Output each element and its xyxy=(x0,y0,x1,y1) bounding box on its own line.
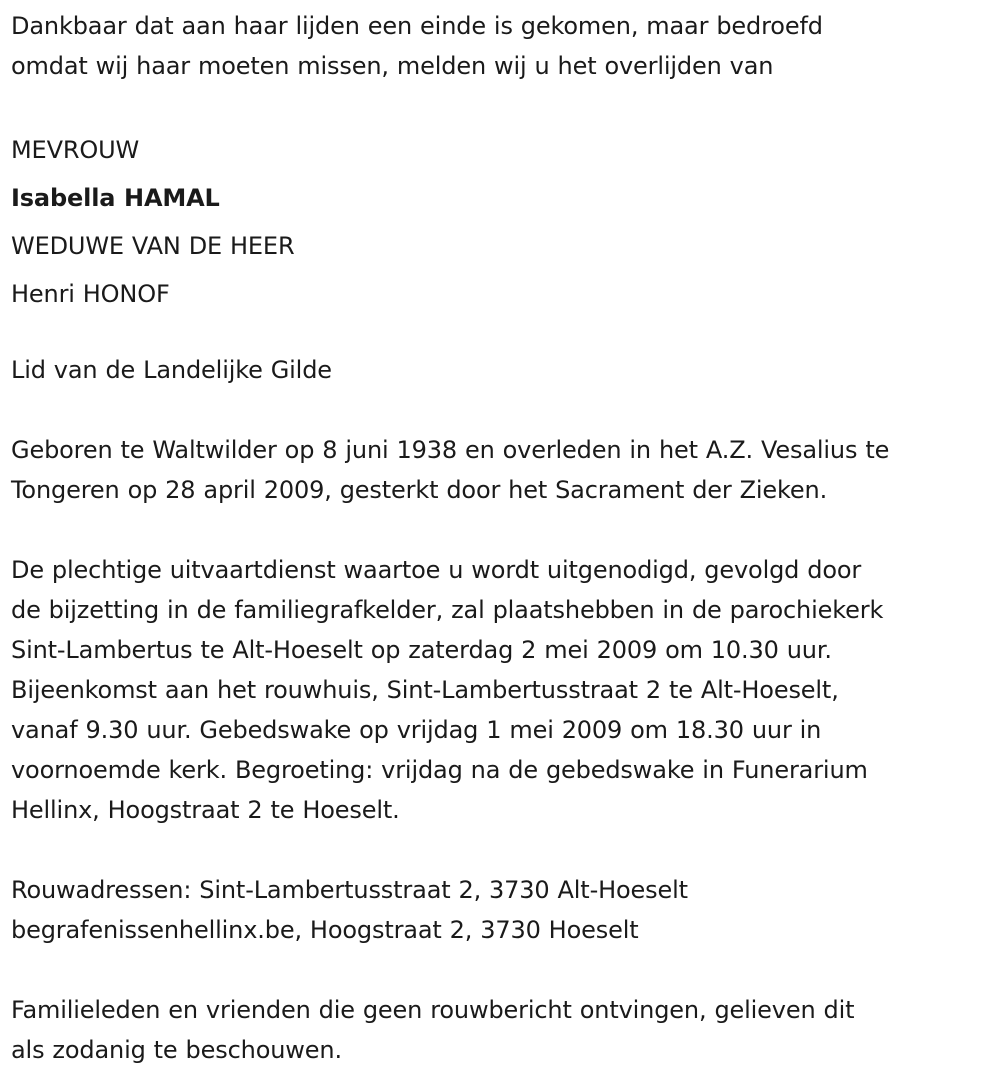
birth-death-line: Geboren te Waltwilder op 8 juni 1938 en overleden in het A.Z. Vesalius te xyxy=(11,436,890,464)
deceased-relation: WEDUWE VAN DE HEER xyxy=(11,232,295,260)
ceremony-paragraph xyxy=(11,550,1000,830)
deceased-spouse: Henri HONOF xyxy=(11,280,170,308)
deceased-block xyxy=(11,126,1000,318)
spacer xyxy=(11,86,1000,126)
membership-paragraph xyxy=(11,350,1000,390)
birth-death-paragraph xyxy=(11,430,1000,510)
closing-paragraph xyxy=(11,990,1000,1070)
spacer xyxy=(11,390,1000,430)
ceremony-line: voornoemde kerk. Begroeting: vrijdag na de gebedswake in Funerarium xyxy=(11,756,868,784)
closing-line: als zodanig te beschouwen. xyxy=(11,1036,342,1064)
deceased-title: MEVROUW xyxy=(11,136,140,164)
spacer xyxy=(11,318,1000,350)
addresses-paragraph xyxy=(11,870,1000,950)
intro-line: omdat wij haar moeten missen, melden wij u het overlijden van xyxy=(11,52,774,80)
ceremony-line: Bijeenkomst aan het rouwhuis, Sint-Lambertusstraat 2 te Alt-Hoeselt, xyxy=(11,676,839,704)
intro-paragraph xyxy=(11,6,1000,86)
ceremony-line: Sint-Lambertus te Alt-Hoeselt op zaterdag 2 mei 2009 om 10.30 uur. xyxy=(11,636,832,664)
ceremony-line: Hellinx, Hoogstraat 2 te Hoeselt. xyxy=(11,796,400,824)
spacer xyxy=(11,830,1000,870)
spacer xyxy=(11,510,1000,550)
ceremony-line: de bijzetting in de familiegrafkelder, zal plaatshebben in de parochiekerk xyxy=(11,596,884,624)
spacer xyxy=(11,950,1000,990)
closing-line: Familieleden en vrienden die geen rouwbericht ontvingen, gelieven dit xyxy=(11,996,855,1024)
intro-line: Dankbaar dat aan haar lijden een einde is gekomen, maar bedroefd xyxy=(11,12,823,40)
deceased-name: Isabella HAMAL xyxy=(11,184,220,212)
address-line: begrafenissenhellinx.be, Hoogstraat 2, 3730 Hoeselt xyxy=(11,916,639,944)
ceremony-line: vanaf 9.30 uur. Gebedswake op vrijdag 1 mei 2009 om 18.30 uur in xyxy=(11,716,822,744)
birth-death-line: Tongeren op 28 april 2009, gesterkt door het Sacrament der Zieken. xyxy=(11,476,828,504)
address-line: Rouwadressen: Sint-Lambertusstraat 2, 3730 Alt-Hoeselt xyxy=(11,876,688,904)
membership-line: Lid van de Landelijke Gilde xyxy=(11,356,332,384)
ceremony-line: De plechtige uitvaartdienst waartoe u wordt uitgenodigd, gevolgd door xyxy=(11,556,862,584)
